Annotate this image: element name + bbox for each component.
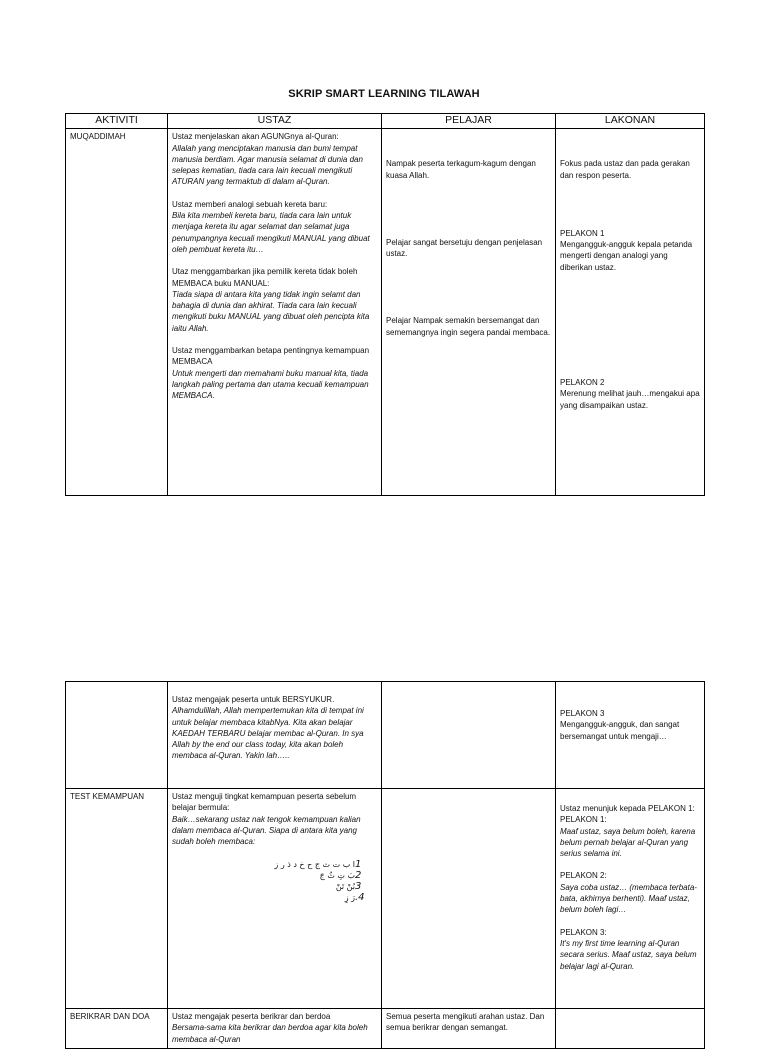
header-pelajar: PELAJAR [382,114,556,129]
ustaz-cell [168,789,382,1009]
ustaz-body: Alhamdulillah, Allah mempertemukan kita di tempat ini untuk belajar membaca kitabNya. Kita akan belajar KAEDAH TERBARU belajar membac al-Quran. In sya Allah by the end our class today, kita akan boleh membaca al-Quran. Yakin lah….. [172,706,364,761]
lakonan-heading: PELAKON 1 [560,228,605,238]
aktiviti-cell [66,1009,168,1049]
pelajar-text: Pelajar Nampak semakin bersemangat dan sememangnya ingin segera pandai membaca. [386,316,551,337]
ustaz-body: Tiada siapa di antara kita yang tidak ingin selamt dan bahagia di dunia dan akhirat. Tiada cara lain kecuali mengikuti buku MANUAL yang dibuat oleh pencipta kita iaitu Allah. [172,289,370,333]
ustaz-body: Untuk mengerti dan memahami buku manual kita, tiada langkah paling pertama dan utama kecuali kemampuan MEMBACA. [172,368,369,401]
aktiviti-cell [66,789,168,1009]
ustaz-cell [168,682,382,789]
pelajar-text: Nampak peserta terkagum-kagum dengan kuasa Allah. [386,159,536,180]
lakonan-cell [556,129,705,496]
ustaz-heading: Ustaz menguji tingkat kemampuan peserta sebelum belajar bermula: [172,792,357,813]
lakonan-cell [556,682,705,789]
lakonan-cell [556,789,705,1009]
ustaz-block [172,199,377,255]
arabic-line: 2بَ تِ ثُ جَ [319,870,362,882]
ustaz-block [172,131,377,187]
pelajar-cell [382,682,556,789]
aktiviti-label: BERIKRAR DAN DOA [70,1012,150,1021]
page-title: SKRIP SMART LEARNING TILAWAH [288,88,480,100]
lakonan-text: Saya coba ustaz… (membaca terbata-bata, akhirnya berhenti). Maaf ustaz, belum boleh lagi… [560,882,697,915]
lakonan-text: Mengangguk-angguk, dan sangat bersemangat untuk mengaji… [560,720,680,741]
header-aktiviti: AKTIVITI [66,114,168,129]
lakonan-heading: PELAKON 3 [560,709,605,718]
aktiviti-cell [66,129,168,496]
table-row [66,682,705,789]
table-row [66,1009,705,1049]
ustaz-body: Bila kita membeli kereta baru, tiada cara lain untuk menjaga kereta itu agar selamat dan selamat juga penumpangnya kecuali mengikuti MANUAL yang dibuat oleh pembuat kereta itu… [172,211,370,254]
header-row [66,114,705,129]
lakonan-heading: PELAKON 2: [560,871,607,881]
lakonan-text: Maaf ustaz, saya belum boleh, karena belum pernah belajar al-Quran yang serius selama ini. [560,826,696,859]
arabic-line: 3بُنْ تَنْ [335,881,362,893]
lakonan-text: Mengangguk-angguk kepala petanda mengerti dengan analogi yang diberikan ustaz. [560,240,693,272]
ustaz-block [172,345,377,401]
arabic-letters [172,859,377,903]
arabic-line: 1ا ب ت ث ج ح خ د ذ ر ز [274,859,362,871]
ustaz-heading: Ustaz menjelaskan akan AGUNGnya al-Quran: [172,132,339,142]
ustaz-cell [168,1009,382,1049]
table-row [66,789,705,1009]
table-row [66,129,705,496]
lakonan-cell [556,1009,705,1049]
ustaz-heading: Utaz menggambarkan jika pemilik kereta tidak boleh MEMBACA buku MANUAL: [172,267,358,288]
script-table-2 [65,681,705,1049]
ustaz-body: Allalah yang menciptakan manusia dan bumi tempat manusia berdiam. Agar manusia selamat di dunia dan selepas kematian, tiada cara lain kecuali mengikuti ATURAN yang termaktub di dalam al-Quran. [172,143,363,187]
pelajar-cell [382,789,556,1009]
ustaz-heading: Ustaz memberi analogi sebuah kereta baru: [172,199,328,209]
arabic-line: .4رَ زِ [344,892,365,904]
ustaz-block [172,266,377,334]
lakonan-intro: Ustaz menunjuk kepada PELAKON 1: [560,804,695,813]
pelajar-cell [382,129,556,496]
ustaz-body: Baik…sekarang ustaz nak tengok kemampuan kalian dalam membaca al-Quran. Siapa di antara kita yang sudah boleh membaca: [172,814,361,847]
aktiviti-cell [66,682,168,789]
lakonan-block [560,927,700,972]
lakonan-text: It's my first time learning al-Quran secara serius. Maaf ustaz, saya belum belajar lagi al-Quran. [560,938,697,971]
lakonan-text: Fokus pada ustaz dan pada gerakan dan respon peserta. [560,159,690,180]
lakonan-heading: PELAKON 3: [560,927,607,937]
ustaz-cell [168,129,382,496]
ustaz-body: Bersama-sama kita berikrar dan berdoa agar kita boleh membaca al-Quran [172,1023,368,1044]
pelajar-cell [382,1009,556,1049]
lakonan-heading: PELAKON 2 [560,378,605,388]
ustaz-heading: Ustaz mengajak peserta untuk BERSYUKUR. [172,695,335,704]
pelajar-text: Semua peserta mengikuti arahan ustaz. Dan semua berikrar dengan semangat. [386,1012,545,1033]
lakonan-block [560,814,700,859]
pelajar-text: Pelajar sangat bersetuju dengan penjelasan ustaz. [386,237,543,259]
lakonan-block [560,870,700,915]
header-lakonan: LAKONAN [556,114,705,129]
lakonan-heading: PELAKON 1: [560,815,607,825]
ustaz-heading: Ustaz menggambarkan betapa pentingnya kemampuan MEMBACA [172,346,370,367]
ustaz-heading: Ustaz mengajak peserta berikrar dan berdoa [172,1012,331,1021]
aktiviti-label: MUQADDIMAH [70,132,126,142]
header-ustaz: USTAZ [168,114,382,129]
lakonan-text: Merenung melihat jauh…mengakui apa yang disampaikan ustaz. [560,389,700,410]
script-table-1 [65,113,705,496]
aktiviti-label: TEST KEMAMPUAN [70,792,145,801]
